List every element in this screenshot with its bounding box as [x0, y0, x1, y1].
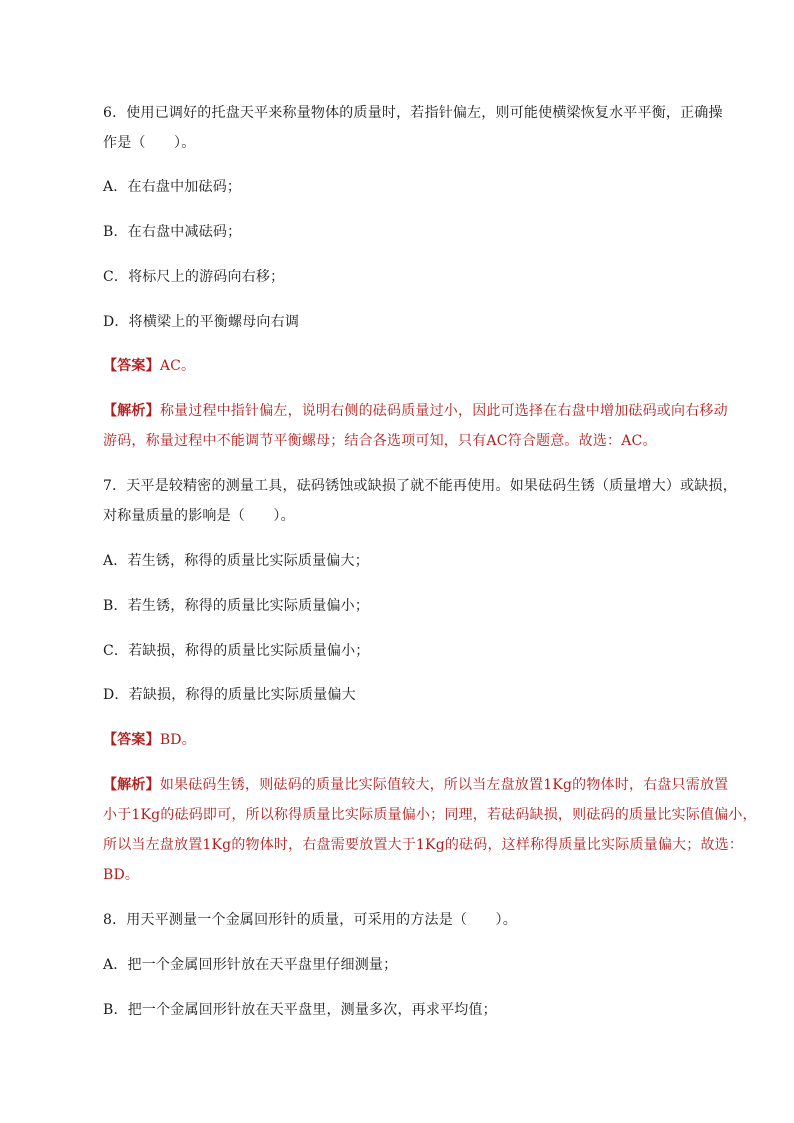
q7-option-d: D．若缺损，称得的质量比实际质量偏大: [103, 687, 356, 703]
q7-option-a: A．若生锈，称得的质量比实际质量偏大；: [103, 553, 369, 569]
q6-option-b: B．在右盘中减砝码；: [103, 224, 242, 240]
q7-answer: [103, 730, 723, 750]
q6-analysis-line1: [103, 401, 728, 421]
q6-stem-line2: 作是（ ）。: [103, 135, 196, 151]
q6-analysis-tag: 【解析】: [103, 403, 160, 419]
q7-analysis-line4: BD。: [103, 867, 140, 883]
q7-analysis-text1: 如果砝码生锈，则砝码的质量比实际值较大，所以当左盘放置1Kg的物体时，右盘只需放置: [159, 777, 729, 793]
q7-analysis-line1: [103, 775, 729, 795]
q6-answer: [103, 356, 723, 376]
q6-option-c: C．将标尺上的游码向右移；: [103, 269, 285, 285]
q8-option-a: A．把一个金属回形针放在天平盘里仔细测量；: [103, 957, 398, 973]
q7-analysis-tag: 【解析】: [103, 777, 160, 793]
q7-analysis-line2: 小于1Kg的砝码即可，所以称得质量比实际质量偏小；同理，若砝码缺损，则砝码的质量比实际值偏小，: [103, 807, 757, 823]
q6-option-a: A．在右盘中加砝码；: [103, 179, 242, 195]
q6-answer-tag: 【答案】: [103, 358, 160, 374]
q6-stem-line1: 6．使用已调好的托盘天平来称量物体的质量时，若指针偏左，则可能使横梁恢复水平平衡，正确操: [103, 105, 723, 121]
q6-analysis-text1: 称量过程中指针偏左，说明右侧的砝码质量过小，因此可选择在右盘中增加砝码或向右移动: [159, 403, 728, 419]
q7-option-b: B．若生锈，称得的质量比实际质量偏小；: [103, 598, 370, 614]
q7-stem-line2: 对称量质量的影响是（ ）。: [103, 508, 295, 524]
q7-option-c: C．若缺损，称得的质量比实际质量偏小；: [103, 643, 370, 659]
q8-option-b: B．把一个金属回形针放在天平盘里，测量多次，再求平均值；: [103, 1002, 497, 1018]
q7-analysis-line3: 所以当左盘放置1Kg的物体时，右盘需要放置大于1Kg的砝码，这样称得质量比实际质量偏大；故选：: [103, 837, 744, 853]
q7-answer-text: BD。: [159, 732, 196, 748]
q6-option-d: D．将横梁上的平衡螺母向右调: [103, 314, 300, 330]
q6-analysis-line2: 游码，称量过程中不能调节平衡螺母；结合各选项可知，只有AC符合题意。故选：AC。: [103, 433, 657, 449]
q7-stem-line1: 7．天平是较精密的测量工具，砝码锈蚀或缺损了就不能再使用。如果砝码生锈（质量增大）或缺损，: [103, 478, 737, 494]
q6-answer-text: AC。: [159, 358, 196, 374]
q7-answer-tag: 【答案】: [103, 732, 160, 748]
q8-stem-line1: 8．用天平测量一个金属回形针的质量，可采用的方法是（ ）。: [103, 912, 517, 928]
